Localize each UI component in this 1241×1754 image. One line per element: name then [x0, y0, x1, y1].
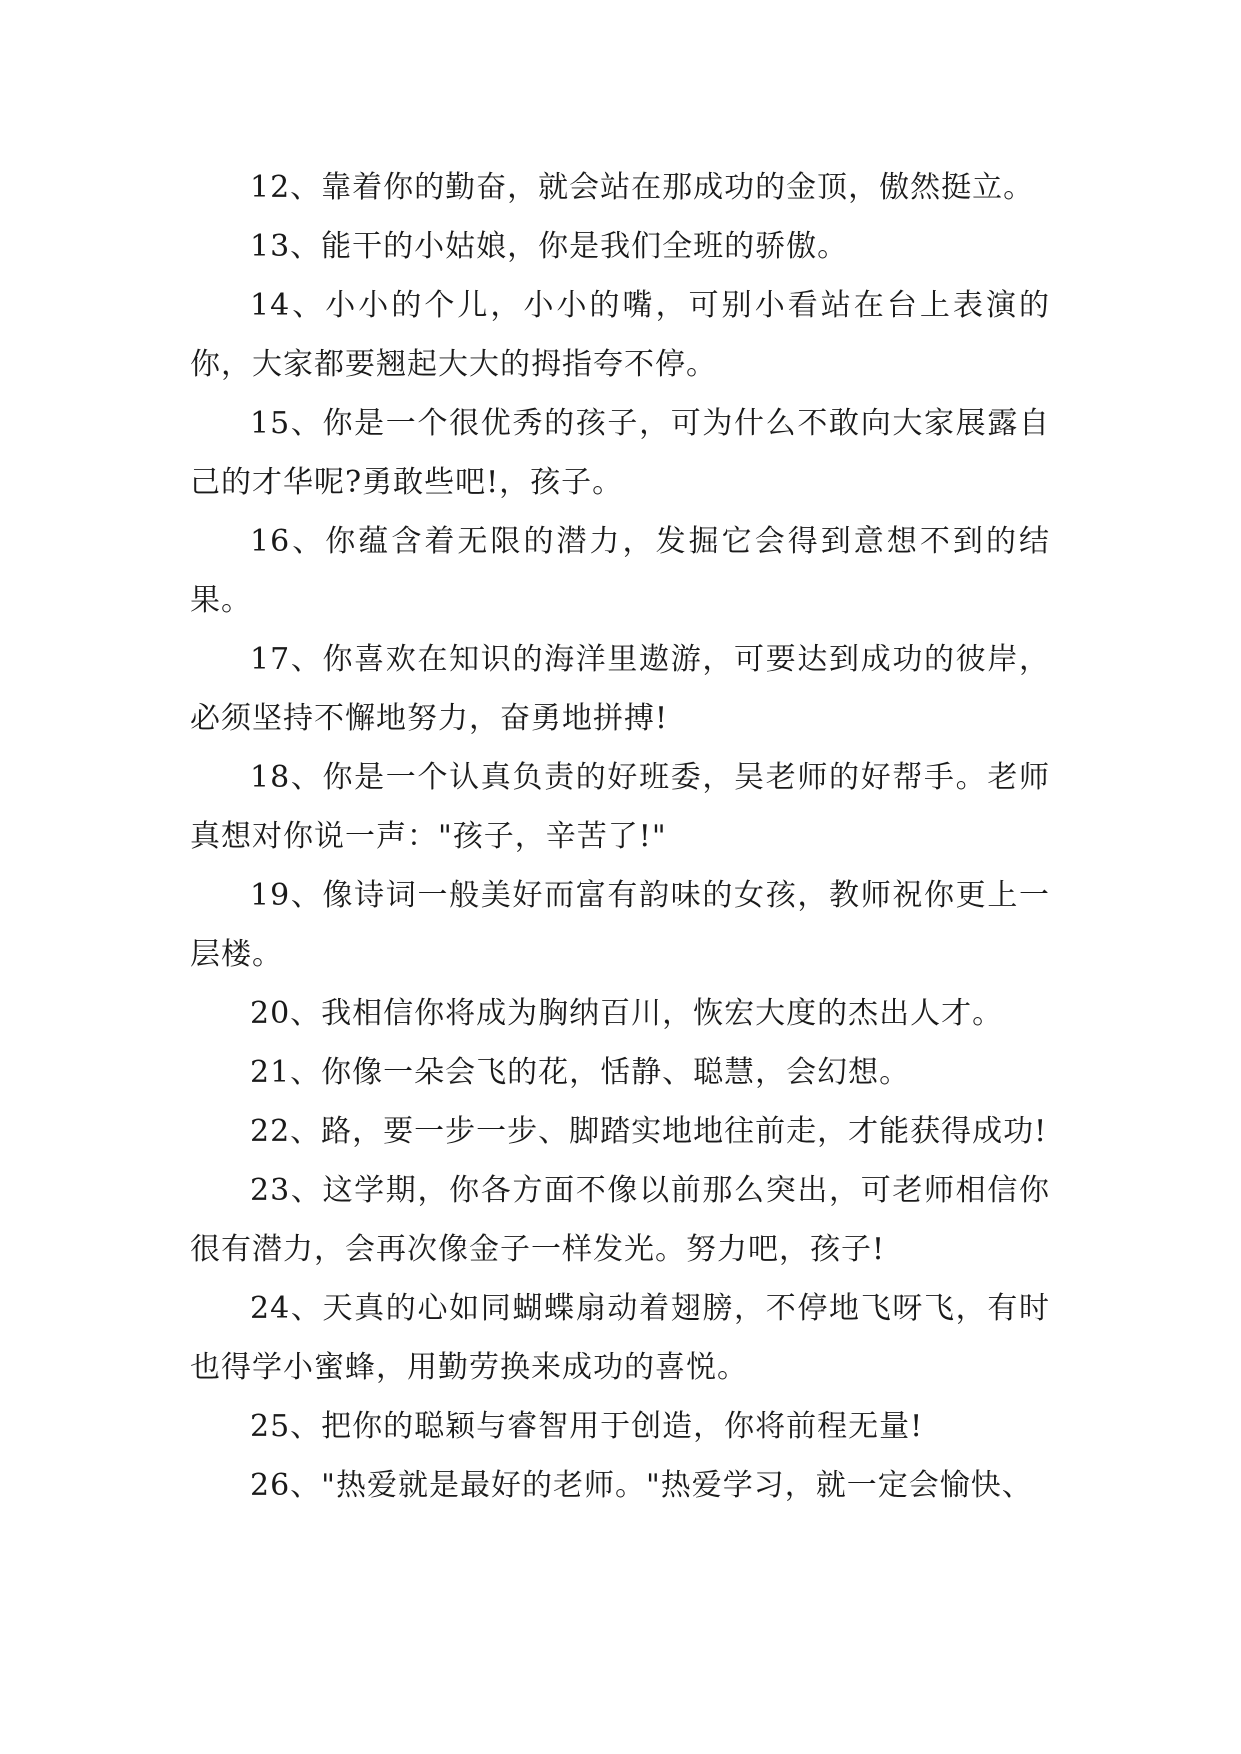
- paragraph-17: 17、你喜欢在知识的海洋里遨游，可要达到成功的彼岸，必须坚持不懈地努力，奋勇地拼搏!: [190, 642, 1050, 736]
- paragraph-25: 25、把你的聪颖与睿智用于创造，你将前程无量!: [250, 1409, 924, 1444]
- paragraph-14: 14、小小的个儿，小小的嘴，可别小看站在台上表演的你，大家都要翘起大大的拇指夸不停。: [190, 288, 1050, 382]
- paragraph-19: 19、像诗词一般美好而富有韵味的女孩，教师祝你更上一层楼。: [190, 878, 1050, 972]
- paragraph-20: 20、我相信你将成为胸纳百川，恢宏大度的杰出人才。: [250, 996, 1004, 1031]
- paragraph-18: 18、你是一个认真负责的好班委，吴老师的好帮手。老师真想对你说一声："孩子，辛苦了!": [190, 760, 1050, 854]
- paragraph-16: 16、你蕴含着无限的潜力，发掘它会得到意想不到的结果。: [190, 524, 1050, 618]
- paragraph-26: 26、"热爱就是最好的老师。"热爱学习，就一定会愉快、: [250, 1468, 1033, 1503]
- paragraph-12: 12、靠着你的勤奋，就会站在那成功的金顶，傲然挺立。: [250, 170, 1035, 205]
- paragraph-23: 23、这学期，你各方面不像以前那么突出，可老师相信你很有潜力，会再次像金子一样发光。努力吧，孩子!: [190, 1173, 1050, 1267]
- document-body: [190, 158, 1050, 1515]
- paragraph-21: 21、你像一朵会飞的花，恬静、聪慧，会幻想。: [250, 1055, 911, 1090]
- paragraph-15: 15、你是一个很优秀的孩子，可为什么不敢向大家展露自己的才华呢?勇敢些吧!，孩子。: [190, 406, 1050, 500]
- paragraph-13: 13、能干的小姑娘，你是我们全班的骄傲。: [250, 229, 849, 264]
- paragraph-24: 24、天真的心如同蝴蝶扇动着翅膀，不停地飞呀飞，有时也得学小蜜蜂，用勤劳换来成功的喜悦。: [190, 1291, 1050, 1385]
- paragraph-22: 22、路，要一步一步、脚踏实地地往前走，才能获得成功!: [250, 1114, 1048, 1149]
